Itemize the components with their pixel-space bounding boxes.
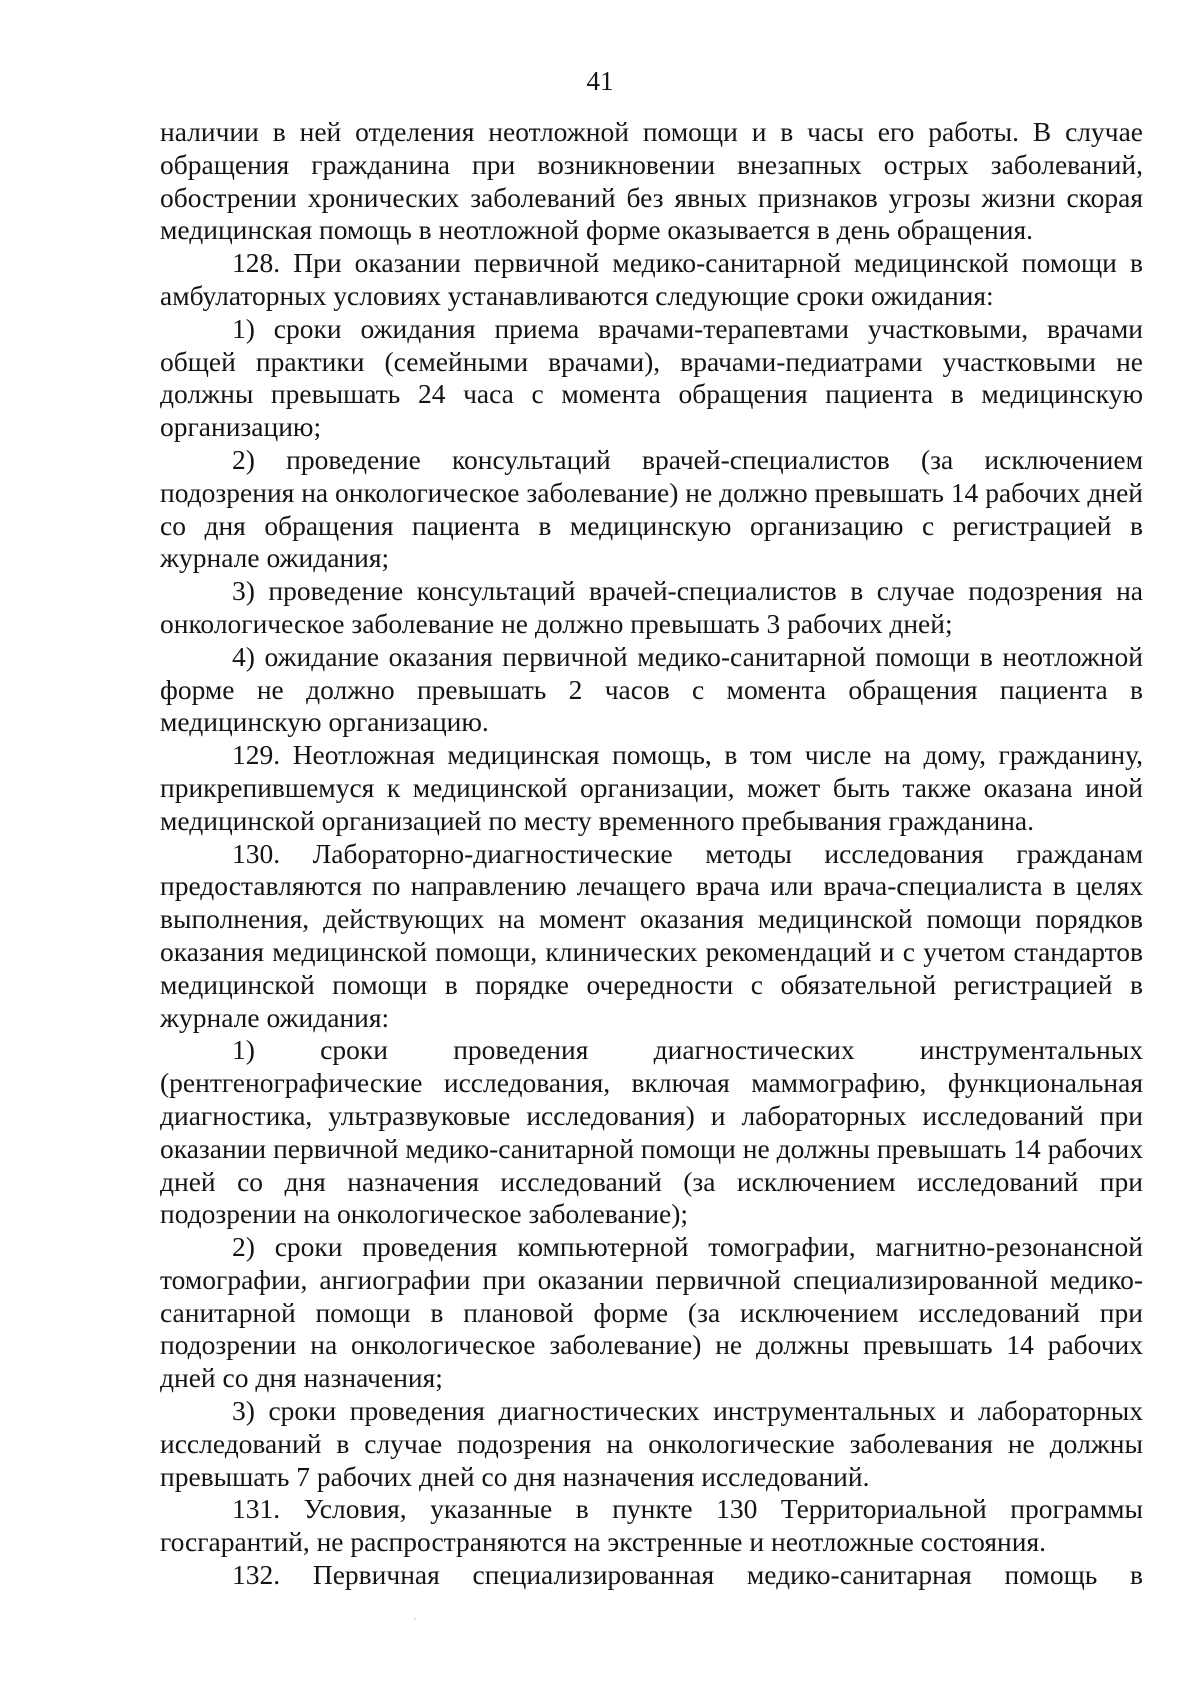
scan-artifact-dot: [414, 1618, 416, 1620]
paragraph-128: 128. При оказании первичной медико-санитарной медицинской помощи в амбулаторных условиях устанавливаются следующие сроки ожидания:: [160, 247, 1143, 311]
paragraph-130-item-1: 1) сроки проведения диагностических инструментальных (рентгенографические исследования, включая маммографию, функциональная диагностика, ультразвуковые исследования) и лабораторных исследований при оказании первичной медико-санитарной помощи не должны превышать 14 рабочих дней со дня назначения исследований (за исключением исследований при подозрении на онкологическое заболевание);: [160, 1034, 1143, 1230]
paragraph-130-item-3: 3) сроки проведения диагностических инструментальных и лабораторных исследований в случае подозрения на онкологические заболевания не должны превышать 7 рабочих дней со дня назначения исследований.: [160, 1395, 1143, 1492]
paragraph-128-item-4: 4) ожидание оказания первичной медико-санитарной помощи в неотложной форме не должно превышать 2 часов с момента обращения пациента в медицинскую организацию.: [160, 640, 1143, 738]
paragraph-128-item-2: 2) проведение консультаций врачей-специалистов (за исключением подозрения на онкологическое заболевание) не должно превышать 14 рабочих дней со дня обращения пациента в медицинскую организацию с регистрацией в журнале ожидания;: [160, 443, 1143, 574]
paragraph-132: 132. Первичная специализированная медико-санитарная помощь в: [232, 1559, 1143, 1591]
paragraph-128-item-3: 3) проведение консультаций врачей-специалистов в случае подозрения на онкологическое заболевание не должно превышать 3 рабочих дней;: [160, 575, 1143, 639]
paragraph-128-item-1: 1) сроки ожидания приема врачами-терапевтами участковыми, врачами общей практики (семейными врачами), врачами-педиатрами участковыми не должны превышать 24 часа с момента обращения пациента в медицинскую организацию;: [160, 312, 1143, 443]
paragraph-130: 130. Лабораторно-диагностические методы исследования гражданам предоставляются по направлению лечащего врача или врача-специалиста в целях выполнения, действующих на момент оказания медицинской помощи порядков оказания медицинской помощи, клинических рекомендаций и с учетом стандартов медицинской помощи в порядке очередности с обязательной регистрацией в журнале ожидания:: [160, 837, 1143, 1033]
paragraph-129: 129. Неотложная медицинская помощь, в том числе на дому, гражданину, прикрепившемуся к медицинской организации, может быть также оказана иной медицинской организацией по месту временного пребывания гражданина.: [160, 739, 1143, 836]
page-number: 41: [586, 66, 614, 96]
document-body: [160, 116, 1143, 1592]
paragraph-continuation: наличии в ней отделения неотложной помощи и в часы его работы. В случае обращения гражданина при возникновении внезапных острых заболеваний, обострении хронических заболеваний без явных признаков угрозы жизни скорая медицинская помощь в неотложной форме оказывается в день обращения.: [160, 116, 1143, 246]
paragraph-130-item-2: 2) сроки проведения компьютерной томографии, магнитно-резонансной томографии, ангиографии при оказании первичной специализированной медико-санитарной помощи в плановой форме (за исключением исследований при подозрении на онкологическое заболевание) не должны превышать 14 рабочих дней со дня назначения;: [160, 1231, 1143, 1394]
paragraph-131: 131. Условия, указанные в пункте 130 Территориальной программы госгарантий, не распространяются на экстренные и неотложные состояния.: [160, 1493, 1143, 1558]
